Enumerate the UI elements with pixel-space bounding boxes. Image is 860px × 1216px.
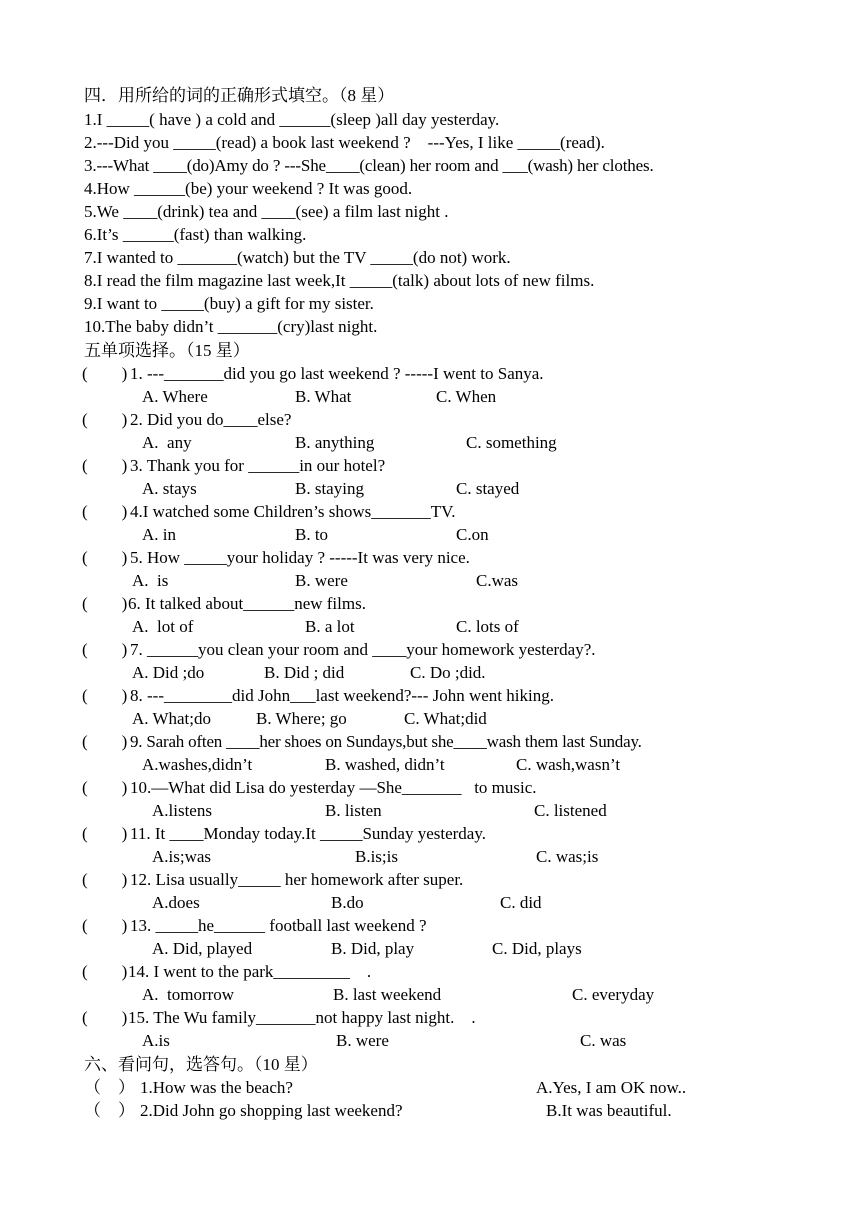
answer-bracket: ( ) [82, 594, 128, 613]
option-b: B.is;is [355, 847, 398, 866]
answer-bracket: ( ) [82, 732, 128, 751]
option-b: B. to [295, 525, 329, 544]
option-c: C.on [456, 525, 489, 544]
question-text: 1. ---_______did you go last weekend ? -----I went to Sanya. [130, 364, 544, 383]
fill-blank-item: 9.I want to _____(buy) a gift for my sister. [84, 294, 374, 313]
option-b: B. last weekend [333, 985, 442, 1004]
option-c: C. When [436, 387, 497, 406]
fill-blank-item: 10.The baby didn’t _______(cry)last night. [84, 317, 378, 336]
answer-bracket: ( ) [82, 916, 128, 935]
option-b: B. a lot [305, 617, 355, 636]
option-b: B. anything [295, 433, 375, 452]
option-a: A. is [132, 571, 169, 590]
question-text: 11. It ____Monday today.It _____Sunday yesterday. [130, 824, 486, 843]
answer-option: B.It was beautiful. [546, 1101, 672, 1120]
option-c: C. something [466, 433, 557, 452]
question-text: 7. ______you clean your room and ____your homework yesterday?. [130, 640, 596, 659]
question-text: 13. _____he______ football last weekend ? [130, 916, 427, 935]
question-text: 2. Did you do____else? [130, 410, 292, 429]
question-text: 2.Did John go shopping last weekend? [140, 1101, 403, 1120]
option-c: C.was [476, 571, 519, 590]
option-a: A.washes,didn’t [142, 755, 253, 774]
section4-title: 四．用所给的词的正确形式填空。（8 星） [84, 86, 395, 105]
option-a: A.is [142, 1031, 170, 1050]
question-text: 6. It talked about______new films. [128, 594, 366, 613]
option-b: B. Did, play [331, 939, 415, 958]
question-text: 5. How _____your holiday ? -----It was very nice. [130, 548, 470, 567]
option-a: A. Did ;do [132, 663, 205, 682]
option-a: A. in [142, 525, 176, 544]
option-c: C. Did, plays [492, 939, 582, 958]
option-c: C. was [580, 1031, 627, 1050]
answer-bracket: ( ) [82, 778, 128, 797]
option-a: A.listens [152, 801, 212, 820]
option-c: C. stayed [456, 479, 520, 498]
question-text: 9. Sarah often ____her shoes on Sundays,but she____wash them last Sunday. [130, 732, 642, 751]
question-text: 12. Lisa usually_____ her homework after super. [130, 870, 464, 889]
fill-blank-item: 4.How ______(be) your weekend ? It was good. [84, 179, 413, 198]
section6-title: 六、看问句，选答句。（10 星） [84, 1055, 318, 1074]
question-text: 4.I watched some Children’s shows_______TV. [130, 502, 456, 521]
fill-blank-item: 2.---Did you _____(read) a book last weekend ? ---Yes, I like _____(read). [84, 133, 605, 152]
answer-option: A.Yes, I am OK now.. [536, 1078, 687, 1097]
answer-bracket: ( ) [82, 548, 128, 567]
fill-blank-item: 6.It’s ______(fast) than walking. [84, 225, 307, 244]
option-b: B. washed, didn’t [325, 755, 445, 774]
option-b: B. What [295, 387, 352, 406]
question-text: 1.How was the beach? [140, 1078, 293, 1097]
question-text: 10.—What did Lisa do yesterday —She_______ to music. [130, 778, 537, 797]
answer-bracket: ( ) [82, 686, 128, 705]
answer-bracket: ( ) [82, 824, 128, 843]
option-a: A. stays [142, 479, 197, 498]
option-c: C. did [500, 893, 542, 912]
option-a: A.does [152, 893, 200, 912]
option-b: B. staying [295, 479, 364, 498]
fill-blank-item: 7.I wanted to _______(watch) but the TV _____(do not) work. [84, 248, 511, 267]
fill-blank-item: 1.I _____( have ) a cold and ______(sleep )all day yesterday. [84, 110, 500, 129]
option-c: C. Do ;did. [410, 663, 486, 682]
option-b: B. Did ; did [264, 663, 345, 682]
question-text: 15. The Wu family_______not happy last night. . [128, 1008, 476, 1027]
option-b: B. were [336, 1031, 389, 1050]
answer-bracket: ( ) [82, 456, 128, 475]
answer-bracket: ( ) [82, 640, 128, 659]
option-a: A. Where [142, 387, 208, 406]
answer-bracket: ( ) [82, 870, 128, 889]
option-a: A.is;was [152, 847, 212, 866]
question-text: 14. I went to the park_________ . [128, 962, 372, 981]
option-c: C. everyday [572, 985, 655, 1004]
option-a: A. any [142, 433, 192, 452]
answer-bracket: ( ) [82, 364, 128, 383]
option-c: C. wash,wasn’t [516, 755, 621, 774]
answer-bracket: （ ） [84, 1101, 135, 1120]
fill-blank-item: 8.I read the film magazine last week,It _____(talk) about lots of new films. [84, 271, 595, 290]
answer-bracket: ( ) [82, 1008, 128, 1027]
question-text: 3. Thank you for ______in our hotel? [130, 456, 386, 475]
answer-bracket: ( ) [82, 502, 128, 521]
fill-blank-item: 5.We ____(drink) tea and ____(see) a film last night . [84, 202, 449, 221]
answer-bracket: （ ） [84, 1078, 135, 1097]
option-c: C. What;did [404, 709, 487, 728]
question-text: 8. ---________did John___last weekend?--- John went hiking. [130, 686, 554, 705]
option-a: A. Did, played [152, 939, 253, 958]
option-a: A. lot of [132, 617, 194, 636]
option-b: B.do [331, 893, 364, 912]
option-a: A. tomorrow [142, 985, 235, 1004]
section5-title: 五单项选择。（15 星） [84, 341, 250, 360]
option-b: B. listen [325, 801, 382, 820]
option-a: A. What;do [132, 709, 212, 728]
option-c: C. listened [534, 801, 607, 820]
answer-bracket: ( ) [82, 410, 128, 429]
option-b: B. were [295, 571, 348, 590]
option-c: C. was;is [536, 847, 599, 866]
answer-bracket: ( ) [82, 962, 128, 981]
option-c: C. lots of [456, 617, 519, 636]
fill-blank-item: 3.---What ____(do)Amy do ? ---She____(clean) her room and ___(wash) her clothes. [84, 156, 654, 175]
option-b: B. Where; go [256, 709, 347, 728]
